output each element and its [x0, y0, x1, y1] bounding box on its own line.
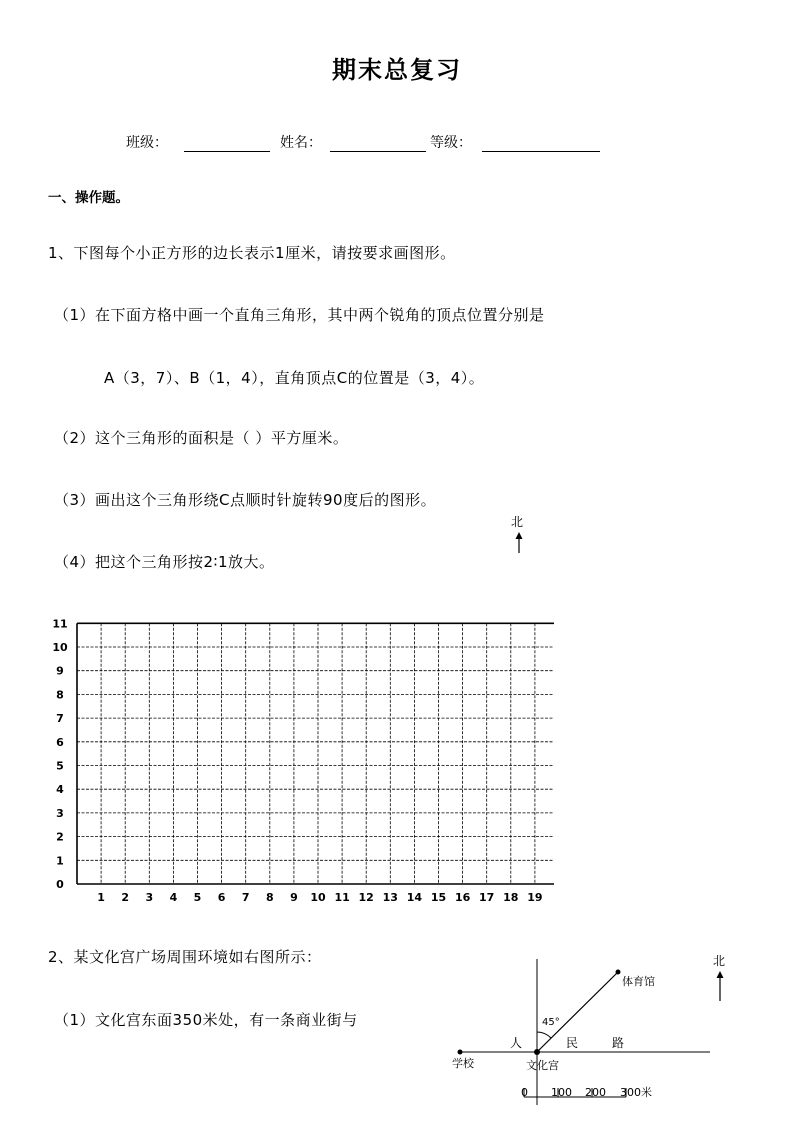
y-tick-label: 11 [52, 617, 68, 631]
road-char-2: 民 [566, 1036, 579, 1050]
x-tick-label: 11 [334, 891, 350, 904]
scale-label-200: 200 [585, 1086, 606, 1099]
question-2-part-1: （1）文化宫东面350米处，有一条商业街与 [54, 1011, 358, 1029]
x-tick-label: 3 [145, 891, 154, 904]
scale-label-0: 0 [521, 1086, 528, 1099]
name-label: 姓名： [280, 135, 322, 151]
culture-palace-label: 文化宫 [526, 1059, 559, 1072]
grid-paper [44, 612, 554, 910]
grade-blank[interactable] [482, 137, 600, 152]
question-2: 2、某文化宫广场周围环境如右图所示： [48, 948, 322, 966]
x-tick-label: 4 [169, 891, 178, 904]
x-tick-label: 10 [310, 891, 326, 904]
y-tick-label: 6 [56, 735, 64, 749]
y-tick-label: 0 [56, 878, 64, 891]
y-tick-label: 4 [56, 783, 64, 797]
scale-label-100: 100 [551, 1086, 572, 1099]
angle-arc [537, 1032, 551, 1038]
grade-field [430, 132, 600, 152]
map-diagram [440, 945, 740, 1105]
angle-label: 45° [542, 1017, 560, 1028]
question-1-part-2: （2）这个三角形的面积是（ ）平方厘米。 [54, 429, 349, 447]
x-tick-label: 8 [265, 891, 274, 904]
x-tick-label: 5 [193, 891, 202, 904]
x-tick-label: 17 [479, 891, 495, 904]
school-point [458, 1050, 463, 1055]
x-tick-label: 19 [527, 891, 543, 904]
road-char-1: 人 [510, 1036, 523, 1050]
y-tick-label: 5 [56, 759, 64, 773]
grade-label: 等级： [430, 135, 472, 151]
north-arrow-icon [512, 532, 526, 554]
y-tick-label: 10 [52, 641, 68, 654]
x-tick-label: 13 [382, 891, 398, 904]
map-north-arrowhead-icon [717, 971, 724, 978]
question-1: 1、下图每个小正方形的边长表示1厘米，请按要求画图形。 [48, 244, 456, 262]
x-tick-label: 15 [430, 891, 447, 904]
x-tick-label: 16 [454, 891, 471, 904]
y-tick-label: 2 [56, 830, 64, 844]
question-1-part-1a: （1）在下面方格中画一个直角三角形，其中两个锐角的顶点位置分别是 [54, 306, 545, 324]
school-label: 学校 [452, 1057, 474, 1070]
x-tick-label: 6 [217, 891, 226, 904]
scale-label-300: 300米 [620, 1086, 652, 1099]
culture-palace-point [534, 1049, 540, 1055]
y-tick-label: 1 [56, 854, 64, 868]
x-tick-label: 18 [503, 891, 519, 904]
class-label: 班级： [126, 135, 168, 151]
x-tick-label: 9 [290, 891, 298, 904]
question-1-part-3: （3）画出这个三角形绕C点顺时针旋转90度后的图形。 [54, 491, 437, 509]
y-tick-label: 3 [56, 806, 64, 820]
section-heading: 一、操作题。 [48, 190, 129, 206]
y-tick-label: 9 [56, 664, 64, 678]
x-tick-label: 12 [358, 891, 374, 904]
y-tick-label: 7 [56, 712, 64, 726]
x-tick-label: 7 [241, 891, 250, 904]
x-tick-label: 14 [406, 891, 423, 904]
name-blank[interactable] [330, 137, 426, 152]
stadium-label: 体育馆 [622, 975, 655, 988]
class-field [126, 132, 270, 152]
y-tick-label: 8 [56, 688, 64, 702]
x-tick-label: 2 [121, 891, 130, 904]
name-field [280, 132, 426, 152]
stadium-point [616, 970, 621, 975]
north-label-2: 北 [713, 954, 726, 968]
road-char-3: 路 [612, 1036, 625, 1050]
x-tick-label: 1 [97, 891, 105, 904]
north-label-1: 北 [511, 515, 524, 529]
class-blank[interactable] [184, 137, 270, 152]
question-1-part-1b: A（3，7）、B（1，4），直角顶点C的位置是（3，4）。 [104, 369, 485, 387]
question-1-part-4: （4）把这个三角形按2∶1放大。 [54, 553, 275, 571]
page-title: 期末总复习 [332, 56, 462, 84]
